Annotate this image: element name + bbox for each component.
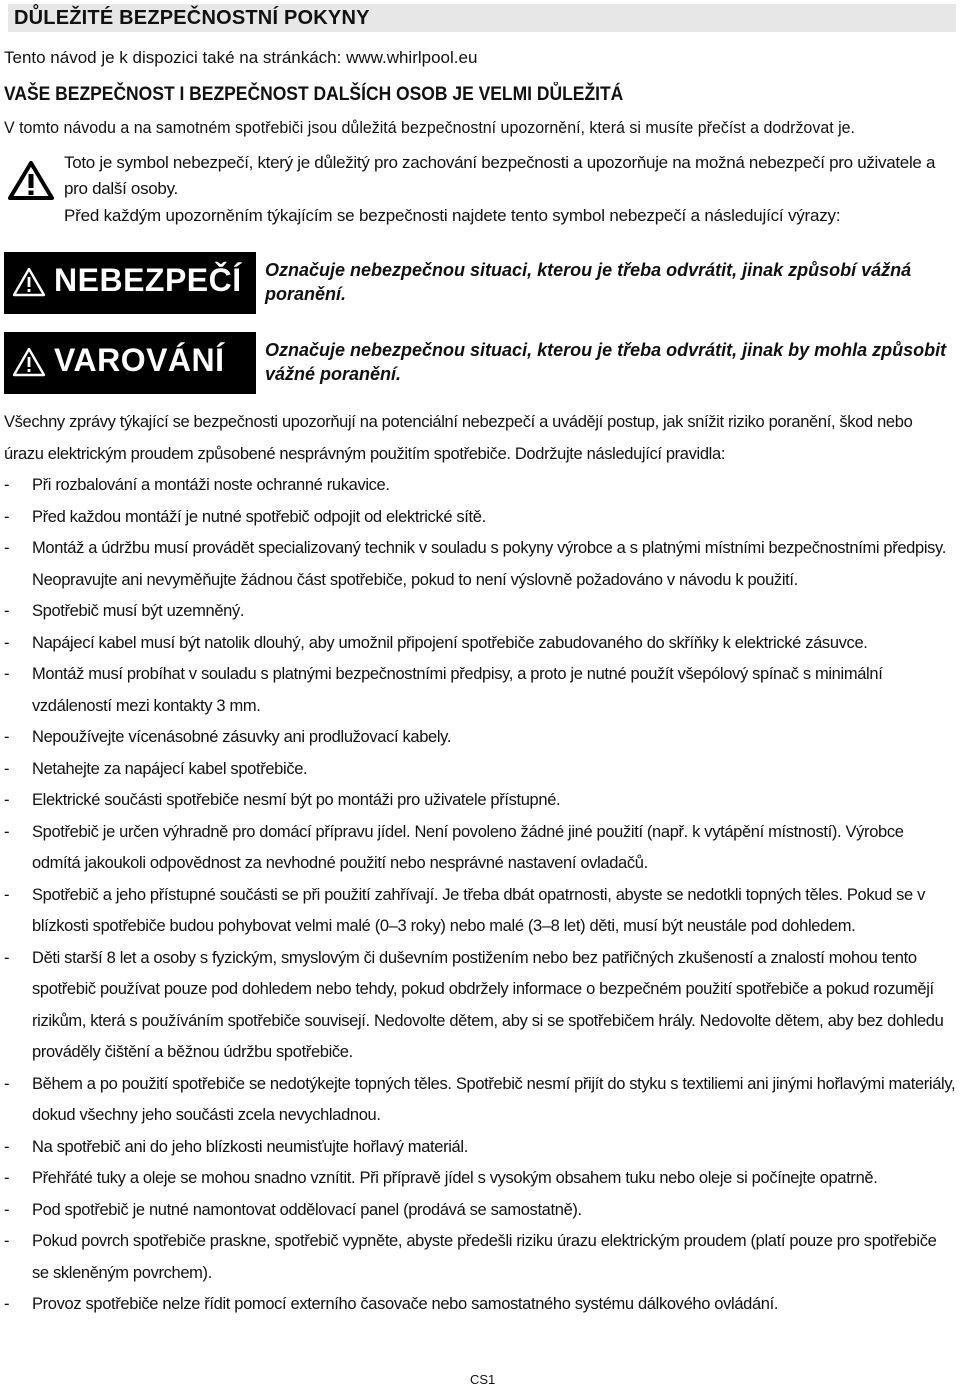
bullet-dash: - [4,1169,10,1187]
rule-text: Děti starší 8 let a osoby s fyzickým, smyslovým či duševním postižením nebo bez patřičných zkušeností a znalostí mohou tento spotřebič používat pouze pod dohledem nebo tehdy, pokud obdržely informace o bezpečném použití spotřebiče a pokud rozumějí rizikům, která s používáním spotřebiče souvisejí. Nedovolte dětem, aby si se spotřebičem hrály. Nedovolte dětem, aby bez dohledu prováděly čištění a běžnou údržbu spotřebiče. [32,948,944,1061]
bullet-dash: - [4,633,10,652]
rule-text: Spotřebič je určen výhradně pro domácí přípravu jídel. Není povoleno žádné jiné použití (např. k vytápění místností). Výrobce odmítá jakoukoli odpovědnost za nevhodné použití nebo nesprávné nastavení ovladačů. [32,822,904,872]
warning-triangle-icon [12,267,46,297]
rule-text: Pokud povrch spotřebiče praskne, spotřebič vypněte, abyste předešli riziku úrazu elektrickým proudem (platí pouze pro spotřebiče se skleněným povrchem). [32,1232,937,1282]
bullet-dash: - [4,1232,10,1250]
bullet-dash: - [4,1137,10,1156]
list-item [4,1163,956,1195]
intro-text: Tento návod je k dispozici také na stránkách: www.whirlpool.eu [4,48,478,67]
rule-text: Před každou montáží je nutné spotřebič odpojit od elektrické sítě. [32,507,486,526]
bullet-dash: - [4,1200,10,1219]
bullet-dash: - [4,885,10,904]
bullet-dash: - [4,1295,10,1313]
list-item [4,722,956,754]
warning-triangle-icon [12,347,46,377]
list-item [4,1069,956,1132]
list-item [4,1132,956,1164]
rule-text: Netahejte za napájecí kabel spotřebiče. [32,759,308,778]
bullet-dash: - [4,602,10,620]
rule-text: Na spotřebič ani do jeho blízkosti neumisťujte hořlavý materiál. [32,1137,468,1156]
bullet-dash: - [4,665,10,683]
list-item [4,754,956,786]
rule-text: Napájecí kabel musí být natolik dlouhý, aby umožnil připojení spotřebiče zabudovaného do skříňky k elektrické zásuvce. [32,633,868,652]
rule-text: Pod spotřebič je nutné namontovat oddělovací panel (prodává se samostatně). [32,1200,582,1219]
safety-rules-list [4,470,956,1321]
section-header-bar [8,4,956,32]
list-item [4,1289,956,1321]
warning-triangle-icon [8,160,54,200]
bullet-dash: - [4,822,10,841]
warning-label [4,332,256,394]
rule-text: Montáž a údržbu musí provádět specializovaný technik v souladu s pokyny výrobce a s platnými místními bezpečnostními předpisy. Neopravujte ani nevyměňujte žádnou část spotřebiče, pokud to není výslovně požadováno v návodu k použití. [32,539,946,589]
rule-text: Elektrické součásti spotřebiče nesmí být po montáži pro uživatele přístupné. [32,791,561,809]
list-item [4,659,956,722]
bullet-dash: - [4,1074,10,1093]
danger-label [4,252,256,314]
rule-text: Spotřebič musí být uzemněný. [32,602,245,620]
rule-text: Spotřebič a jeho přístupné součásti se při použití zahřívají. Je třeba dbát opatrnosti, abyste se nedotkli topných těles. Pokud se v blízkosti spotřebiče budou pohybovat velmi malé (0–3 roky) nebo malé (3–8 let) děti, musí být neustále pod dohledem. [32,885,926,935]
list-item [4,943,956,1069]
bullet-dash: - [4,539,10,557]
symbol-explanation: Toto je symbol nebezpečí, který je důležitý pro zachování bezpečnosti a upozorňuje na možná nebezpečí pro uživatele a pro další osoby. [64,153,936,198]
symbol-usage-text: Před každým upozorněním týkajícím se bezpečnosti najdete tento symbol nebezpečí a následující výrazy: [64,206,841,225]
bullet-dash: - [4,476,10,494]
list-item [4,502,956,534]
page-number: CS1 [470,1372,496,1387]
list-item [4,1226,956,1289]
bullet-dash: - [4,507,10,526]
rule-text: Montáž musí probíhat v souladu s platnými bezpečnostními předpisy, a proto je nutné použít všepólový spínač s minimální vzdáleností mezi kontakty 3 mm. [32,665,883,715]
subtitle: VAŠE BEZPEČNOST I BEZPEČNOST DALŠÍCH OSOB JE VELMI DŮLEŽITÁ [4,84,624,105]
safety-messages-paragraph: Všechny zprávy týkající se bezpečnosti upozorňují na potenciální nebezpečí a uvádějí postup, jak snížit riziko poranění, škod nebo úrazu elektrickým proudem způsobené nesprávným použitím spotřebiče. Dodržujte následující pravidla: [4,413,913,463]
rule-text: Provoz spotřebiče nelze řídit pomocí externího časovače nebo samostatného systému dálkového ovládání. [32,1295,779,1313]
warning-word: VAROVÁNÍ [54,342,225,378]
list-item [4,628,956,660]
list-item [4,817,956,880]
list-item [4,880,956,943]
list-item [4,470,956,502]
danger-word: NEBEZPEČÍ [54,262,242,298]
rule-text: Během a po použití spotřebiče se nedotýkejte topných těles. Spotřebič nesmí přijít do styku s textiliemi ani jinými hořlavými materiály, dokud všechny jeho součásti zcela nevychladnou. [32,1074,956,1124]
list-item [4,785,956,817]
warning-description: Označuje nebezpečnou situaci, kterou je třeba odvrátit, jinak by mohla způsobit vážné poranění. [265,340,947,384]
list-item [4,596,956,628]
notice-text: V tomto návodu a na samotném spotřebiči jsou důležitá bezpečnostní upozornění, která si musíte přečíst a dodržovat je. [4,118,855,137]
bullet-dash: - [4,791,10,809]
rule-text: Nepoužívejte vícenásobné zásuvky ani prodlužovací kabely. [32,728,452,746]
list-item [4,1195,956,1227]
section-title: DŮLEŽITÉ BEZPEČNOSTNÍ POKYNY [14,7,370,29]
bullet-dash: - [4,759,10,778]
bullet-dash: - [4,948,10,967]
danger-description: Označuje nebezpečnou situaci, kterou je třeba odvrátit, jinak způsobí vážná poranění. [265,260,912,304]
rule-text: Přehřáté tuky a oleje se mohou snadno vznítit. Při přípravě jídel s vysokým obsahem tuku nebo oleje si počínejte opatrně. [32,1169,878,1187]
list-item [4,533,956,596]
bullet-dash: - [4,728,10,746]
rule-text: Při rozbalování a montáži noste ochranné rukavice. [32,476,390,494]
